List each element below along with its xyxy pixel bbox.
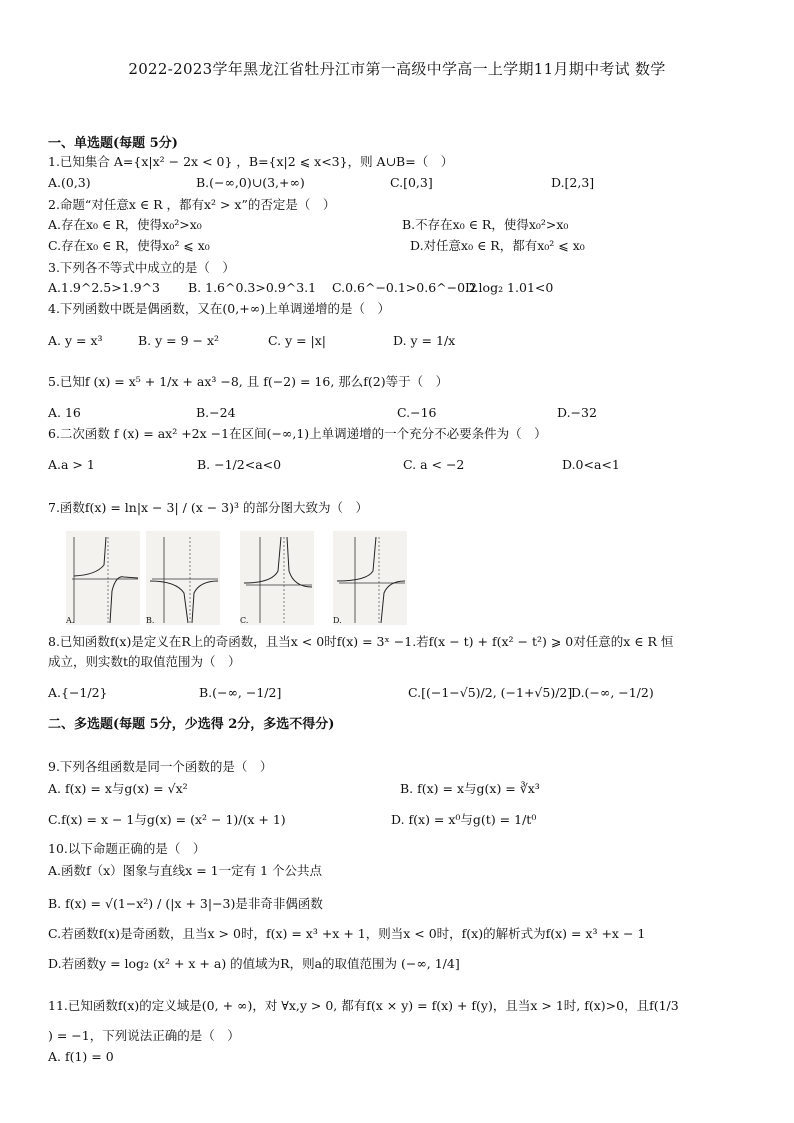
q2-option-d[interactable]: D.对任意x₀ ∈ R，都有x₀² ⩽ x₀ xyxy=(410,238,585,253)
q7-graph-a[interactable] xyxy=(66,531,140,625)
q7-graph-c-label: C. xyxy=(240,616,249,625)
section-multiple-choice: 二、多选题(每题 5分，少选得 2分，多选不得分) xyxy=(48,717,335,732)
q3-option-b[interactable]: B. 1.6^0.3>0.9^3.1 xyxy=(188,280,317,295)
question-7-stem: 7.函数f(x) = ln|x − 3| / (x − 3)³ 的部分图大致为（ ） xyxy=(48,500,368,515)
question-1-stem: 1.已知集合 A={x|x² − 2x < 0} ，B={x|2 ⩽ x<3}，则 A∪B=（ ） xyxy=(48,154,454,169)
q8-option-c[interactable]: C.[(−1−√5)/2, (−1+√5)/2] xyxy=(408,685,573,700)
question-6-stem: 6.二次函数 f (x) = ax² +2x −1在区间(−∞,1)上单调递增的一个充分不必要条件为（ ） xyxy=(48,426,547,441)
q1-option-a[interactable]: A.(0,3) xyxy=(48,175,91,190)
q4-option-a[interactable]: A. y = x³ xyxy=(48,333,103,348)
q6-option-b[interactable]: B. −1/2<a<0 xyxy=(197,457,282,472)
question-2-stem: 2.命题“对任意x ∈ R ，都有x² > x”的否定是（ ） xyxy=(48,197,336,212)
q7-graph-c[interactable] xyxy=(240,531,314,625)
q8-option-d[interactable]: D.(−∞, −1/2) xyxy=(571,685,654,700)
q9-option-a[interactable]: A. f(x) = x与g(x) = √x² xyxy=(48,781,188,796)
q9-option-c[interactable]: C.f(x) = x − 1与g(x) = (x² − 1)/(x + 1) xyxy=(48,812,286,827)
q4-option-d[interactable]: D. y = 1/x xyxy=(393,333,456,348)
section-single-choice: 一、单选题(每题 5分) xyxy=(48,136,178,151)
q3-option-a[interactable]: A.1.9^2.5>1.9^3 xyxy=(48,280,161,295)
question-9-stem: 9.下列各组函数是同一个函数的是（ ） xyxy=(48,759,273,774)
q6-option-c[interactable]: C. a < −2 xyxy=(403,457,465,472)
q10-option-d[interactable]: D.若函数y = log₂ (x² + x + a) 的值域为R，则a的取值范围为 (−∞, 1/4] xyxy=(48,956,460,971)
q11-option-a[interactable]: A. f(1) = 0 xyxy=(48,1049,114,1064)
q7-graph-b[interactable] xyxy=(146,531,220,625)
q9-option-d[interactable]: D. f(x) = x⁰与g(t) = 1/t⁰ xyxy=(391,812,537,827)
q10-option-c[interactable]: C.若函数f(x)是奇函数，且当x > 0时，f(x) = x³ +x + 1，则当x < 0时，f(x)的解析式为f(x) = x³ +x − 1 xyxy=(48,926,646,941)
q10-option-a[interactable]: A.函数f（x）图象与直线x = 1一定有 1 个公共点 xyxy=(48,863,322,878)
q8-option-b[interactable]: B.(−∞, −1/2] xyxy=(199,685,282,700)
q9-option-b[interactable]: B. f(x) = x与g(x) = ∛x³ xyxy=(400,781,540,796)
q5-option-c[interactable]: C.−16 xyxy=(397,405,437,420)
q1-option-d[interactable]: D.[2,3] xyxy=(551,175,595,190)
question-3-stem: 3.下列各不等式中成立的是（ ） xyxy=(48,260,235,275)
q6-option-a[interactable]: A.a > 1 xyxy=(48,457,95,472)
q7-graph-d-label: D. xyxy=(333,616,342,625)
q2-option-b[interactable]: B.不存在x₀ ∈ R，使得x₀²>x₀ xyxy=(402,217,569,232)
q3-option-c[interactable]: C.0.6^−0.1>0.6^−0.2 xyxy=(332,280,477,295)
q7-graph-b-label: B. xyxy=(146,616,155,625)
question-11-stem-line1: 11.已知函数f(x)的定义域是(0, + ∞)，对 ∀x,y > 0, 都有f(x × y) = f(x) + f(y)，且当x > 1时, f(x)>0，且f(1/3 xyxy=(48,998,679,1013)
q7-graph-a-label: A. xyxy=(66,616,75,625)
question-4-stem: 4.下列函数中既是偶函数，又在(0,+∞)上单调递增的是（ ） xyxy=(48,301,390,316)
question-10-stem: 10.以下命题正确的是（ ） xyxy=(48,841,206,856)
question-5-stem: 5.已知f (x) = x⁵ + 1/x + ax³ −8, 且 f(−2) = 16, 那么f(2)等于（ ） xyxy=(48,374,449,389)
q1-option-c[interactable]: C.[0,3] xyxy=(390,175,433,190)
q7-graph-d[interactable] xyxy=(333,531,407,625)
question-8-stem-line1: 8.已知函数f(x)是定义在R上的奇函数，且当x < 0时f(x) = 3ˣ −1.若f(x − t) + f(x² − t²) ⩾ 0对任意的x ∈ R 恒 xyxy=(48,634,674,649)
q8-option-a[interactable]: A.{−1/2} xyxy=(48,685,108,700)
page-title: 2022-2023学年黑龙江省牡丹江市第一高级中学高一上学期11月期中考试 数学 xyxy=(128,60,666,78)
q4-option-c[interactable]: C. y = |x| xyxy=(268,333,327,348)
q2-option-c[interactable]: C.存在x₀ ∈ R，使得x₀² ⩽ x₀ xyxy=(48,238,210,253)
q3-option-d[interactable]: D.log₂ 1.01<0 xyxy=(465,280,554,295)
q5-option-d[interactable]: D.−32 xyxy=(557,405,597,420)
q10-option-b[interactable]: B. f(x) = √(1−x²) / (|x + 3|−3)是非奇非偶函数 xyxy=(48,896,323,911)
question-11-stem-line2: ) = −1，下列说法正确的是（ ） xyxy=(48,1028,240,1043)
q5-option-b[interactable]: B.−24 xyxy=(196,405,236,420)
q5-option-a[interactable]: A. 16 xyxy=(48,405,81,420)
q6-option-d[interactable]: D.0<a<1 xyxy=(562,457,620,472)
q2-option-a[interactable]: A.存在x₀ ∈ R，使得x₀²>x₀ xyxy=(48,217,202,232)
question-8-stem-line2: 成立，则实数t的取值范围为（ ） xyxy=(48,654,241,669)
q1-option-b[interactable]: B.(−∞,0)∪(3,+∞) xyxy=(196,175,305,190)
q4-option-b[interactable]: B. y = 9 − x² xyxy=(138,333,220,348)
